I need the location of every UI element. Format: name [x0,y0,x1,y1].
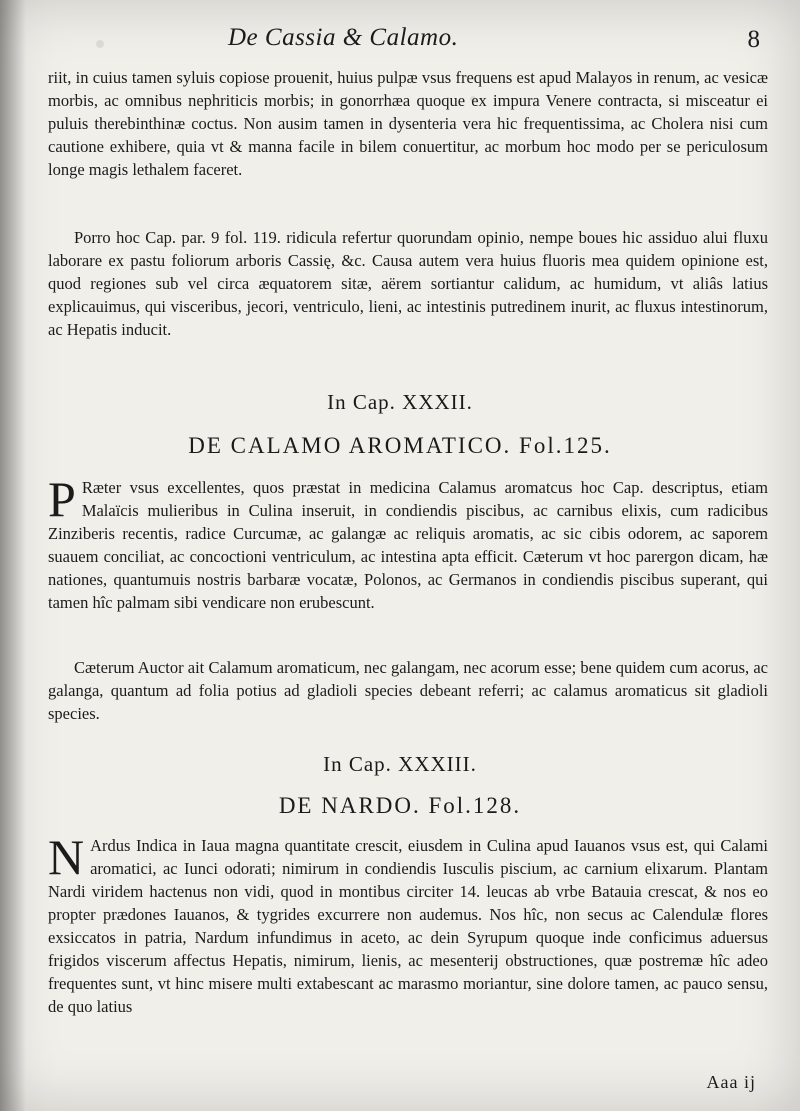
page-header [0,20,800,54]
paragraph-praeter [48,471,768,614]
paragraph-text: Ardus Indica in Iaua magna quantitate crescit, eiusdem in Culina apud Iauanos vsus est, qui Calami aromatici, ac Iunci odorati; nimirum in condiendis Iusculis piscium, ac carnium elixarum. Plantam Nardi viridem hactenus non vidi, quod in montibus circiter 14. leucas ab vrbe Batauia crescat, & nos eo propter prædones Iauanos, & tygrides excurrere non audemus. Nos hîc, non secus ac Calendulæ flores exsiccatos in patria, Nardum infundimus in aceto, ac dein Syrupum quoque inde conficimus aduersus frigidos viscerum affectus Hepatis, nimirum, lienis, ac mesenterij obstructiones, quæ postremæ hîc adeo frequentes sunt, vt hinc misere multi extabescant ac marasmo moriantur, sine dolore tamen, ac pauco sensu, de quo latius [48,836,768,1016]
paragraph-text: Ræter vsus excellentes, quos præstat in medicina Calamus aromatcus hoc Cap. descriptus, etiam Malaïcis mulieribus in Culina inseruit, in condiendis piscibus, ac carnibus elixis, cum radicibus Zinziberis recentis, radice Curcumæ, ac galangæ ac reliquis aromatis, ac sic cibis odorem, ac saporem suauem conciliat, ac concoctioni ventriculum, ac intestina apta efficit. Cæterum vt hoc parergon dicam, hæ nationes, quantumuis nostris barbaræ vocatæ, Polonos, ac Germanos in condiendis piscibus superant, qui tamen hîc palmam sibi vendicare non erubescunt. [48,478,768,612]
gutter-shadow [0,0,26,1111]
paragraph-continuation: riit, in cuius tamen syluis copiose prouenit, huius pulpæ vsus frequens est apud Malayos in renum, ac vesicæ morbis, ac omnibus nephriticis morbis; in gonorrhæa quoque ex impura Venere contracta, si misceatur ei puluis therebinthinæ coctus. Non ausim tamen in dysenteria vera hic frequentissima, ac Cholera nisi cum cautione exhibere, quia vt & manna facile in bilem conuertitur, ac morbum hoc modo per se periculosum longe magis lethalem faceret. [48,68,768,179]
chapter-heading-32: In Cap. XXXII. [327,390,473,414]
chapter-title-calamo: DE CALAMO AROMATICO. Fol.125. [188,433,612,458]
drop-cap: N [48,829,85,885]
page-number: 8 [747,26,760,53]
drop-cap: P [48,471,76,527]
paragraph-nardus [48,829,768,1018]
running-head: De Cassia & Calamo. [228,24,459,51]
chapter-heading-33: In Cap. XXXIII. [323,752,477,776]
paragraph-porro: Porro hoc Cap. par. 9 fol. 119. ridicula refertur quorundam opinio, nempe boues hic assiduo alui fluxu laborare ex pastu foliorum arboris Cassię, &c. Causa autem vera huius fluoris mea quidem opinione est, quod regiones sub vel circa æquatorem sitæ, aërem sortiantur calidum, ac humidum, vt aliâs latius explicauimus, qui visceribus, jecori, ventriculo, lieni, ac intestinis putredinem inurit, ac fluxus intestinorum, ac Hepatis inducit. [48,228,768,339]
signature-mark: Aaa ij [706,1072,756,1092]
chapter-title-nardo: DE NARDO. Fol.128. [278,793,522,818]
paragraph-caeterum: Cæterum Auctor ait Calamum aromaticum, nec galangam, nec acorum esse; bene quidem cum acorus, ac galanga, quantum ad folia potius ad gladioli species debeant referri; ac calamus aromaticus sit gladioli species. [48,658,768,723]
